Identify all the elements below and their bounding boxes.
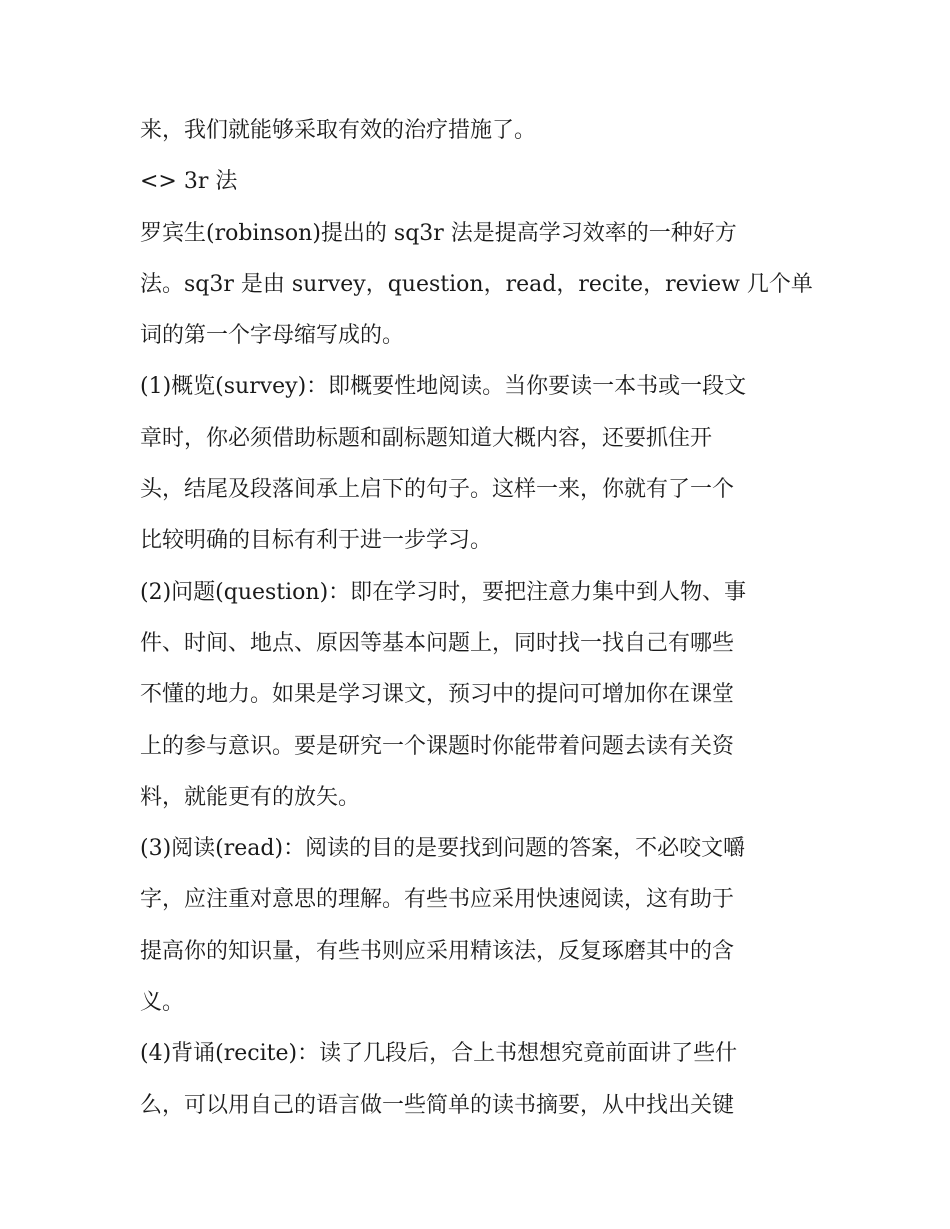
text-line: 比较明确的目标有利于进一步学习。 (140, 528, 493, 554)
text-line: (2)问题(question)：即在学习时，要把注意力集中到人物、事 (140, 579, 747, 605)
section-heading: <> 3r 法 (140, 169, 238, 195)
text-line: (3)阅读(read)：阅读的目的是要找到问题的答案，不必咬文嚼 (140, 836, 746, 862)
text-line: 章时，你必须借助标题和副标题知道大概内容，还要抓住开 (140, 425, 713, 451)
text-line: (1)概览(survey)：即概要性地阅读。当你要读一本书或一段文 (140, 374, 747, 400)
body-text (140, 105, 820, 1131)
text-line: 字，应注重对意思的理解。有些书应采用快速阅读，这有助于 (140, 887, 735, 913)
text-line: 提高你的知识量，有些书则应采用精该法，反复琢磨其中的含 (140, 938, 735, 964)
text-line: 罗宾生(robinson)提出的 sq3r 法是提高学习效率的一种好方 (140, 220, 737, 246)
text-line: 头，结尾及段落间承上启下的句子。这样一来，你就有了一个 (140, 477, 735, 503)
text-line: 词的第一个字母缩写成的。 (140, 323, 405, 349)
text-line: 来，我们就能够采取有效的治疗措施了。 (140, 118, 537, 143)
text-line: 件、时间、地点、原因等基本问题上，同时找一找自己有哪些 (140, 630, 735, 656)
text-line: 料，就能更有的放矢。 (140, 784, 361, 810)
text-line: 义。 (140, 990, 185, 1016)
text-line: 不懂的地力。如果是学习课文，预习中的提问可增加你在课堂 (140, 682, 735, 708)
text-line: (4)背诵(recite)：读了几段后，合上书想想究竟前面讲了些什 (140, 1041, 738, 1067)
text-line: 上的参与意识。要是研究一个课题时你能带着问题去读有关资 (140, 733, 735, 759)
text-line: 法。sq3r 是由 survey，question，read，recite，review 几个单 (140, 271, 813, 297)
text-line: 么，可以用自己的语言做一些简单的读书摘要，从中找出关键 (140, 1092, 735, 1118)
